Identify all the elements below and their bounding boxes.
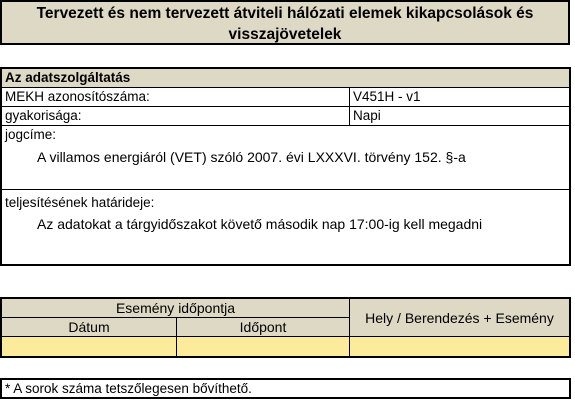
table-row-date-cell[interactable] bbox=[2, 337, 177, 356]
column-header-place-device-event: Hely / Berendezés + Esemény bbox=[350, 299, 569, 337]
form-title-line-2: visszajövetelek bbox=[228, 26, 342, 43]
footnote: * A sorok száma tetszőlegesen bővíthető. bbox=[0, 378, 571, 399]
frequency-value: Napi bbox=[349, 107, 569, 125]
deadline-value: Az adatokat a tárgyidőszakot követő második nap 17:00-ig kell megadni bbox=[37, 216, 483, 232]
events-table bbox=[0, 297, 571, 358]
form-title bbox=[0, 0, 570, 45]
mekh-id-value: V451H - v1 bbox=[349, 88, 569, 106]
mekh-id-row bbox=[2, 88, 569, 107]
form-title-line-1: Tervezett és nem tervezett átviteli hálózati elemek kikapcsolások és bbox=[36, 5, 534, 22]
frequency-label: gyakorisága: bbox=[5, 108, 82, 123]
event-time-group-header: Esemény időpontja bbox=[2, 299, 350, 318]
legal-basis-label: jogcíme: bbox=[5, 127, 57, 142]
section-title: Az adatszolgáltatás bbox=[2, 69, 569, 88]
column-header-date: Dátum bbox=[2, 318, 177, 337]
table-row-time-cell[interactable] bbox=[177, 337, 350, 356]
deadline-label: teljesítésének határideje: bbox=[5, 195, 155, 210]
frequency-row bbox=[2, 107, 569, 126]
divider bbox=[2, 189, 569, 190]
legal-basis-value: A villamos energiáról (VET) szóló 2007. évi LXXXVI. törvény 152. §-a bbox=[37, 149, 466, 165]
column-header-time: Időpont bbox=[177, 318, 350, 337]
data-provision-info bbox=[0, 67, 571, 266]
mekh-id-label: MEKH azonosítószáma: bbox=[5, 89, 150, 104]
table-row-place-cell[interactable] bbox=[350, 337, 569, 356]
